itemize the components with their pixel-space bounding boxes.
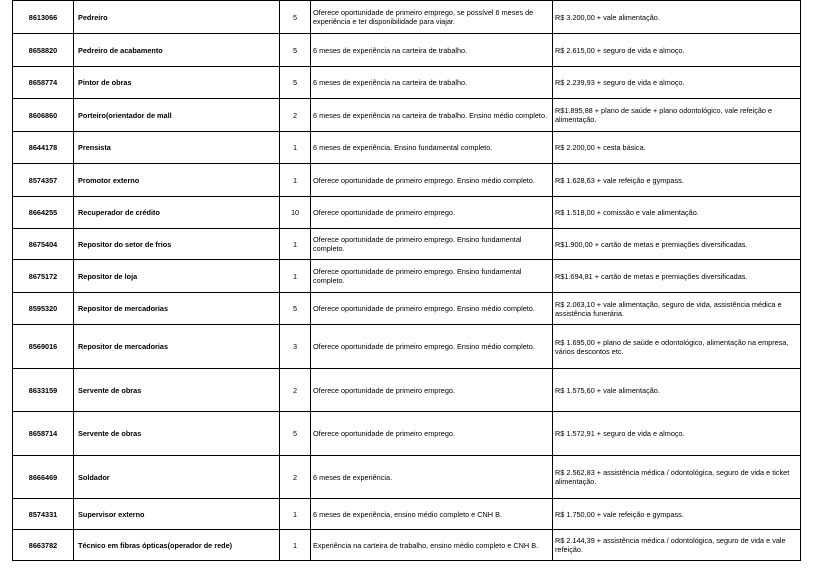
job-vacancies-table (12, 0, 801, 561)
job-requirements-cell: Oferece oportunidade de primeiro emprego. Ensino médio completo. (311, 164, 553, 197)
job-quantity-cell: 5 (280, 293, 311, 325)
job-salary-cell: R$ 1.575,60 + vale alimentação. (553, 369, 801, 412)
table-row (13, 164, 801, 197)
job-code-cell: 8658820 (13, 34, 74, 67)
job-requirements-cell: Oferece oportunidade de primeiro emprego. Ensino médio completo. (311, 325, 553, 369)
job-code-cell: 8606860 (13, 99, 74, 132)
job-code-cell: 8595320 (13, 293, 74, 325)
job-requirements-cell: Oferece oportunidade de primeiro emprego. (311, 412, 553, 456)
job-title-cell: Prensista (74, 132, 280, 164)
job-requirements-cell: Oferece oportunidade de primeiro emprego. Ensino fundamental completo. (311, 260, 553, 293)
job-title-cell: Pintor de obras (74, 67, 280, 99)
job-quantity-cell: 2 (280, 369, 311, 412)
job-quantity-cell: 1 (280, 499, 311, 530)
table-row (13, 67, 801, 99)
table-row (13, 1, 801, 34)
job-salary-cell: R$ 2.144,39 + assistência médica / odontológica, seguro de vida e vale refeição. (553, 530, 801, 561)
job-code-cell: 8569016 (13, 325, 74, 369)
job-code-cell: 8675404 (13, 229, 74, 260)
job-quantity-cell: 3 (280, 325, 311, 369)
job-code-cell: 8574331 (13, 499, 74, 530)
job-title-cell: Técnico em fibras ópticas(operador de rede) (74, 530, 280, 561)
job-salary-cell: R$ 2.239,93 + seguro de vida e almoço. (553, 67, 801, 99)
job-requirements-cell: 6 meses de experiência na carteira de trabalho. Ensino médio completo. (311, 99, 553, 132)
job-code-cell: 8613066 (13, 1, 74, 34)
job-quantity-cell: 10 (280, 197, 311, 229)
job-requirements-cell: Oferece oportunidade de primeiro emprego. (311, 369, 553, 412)
job-title-cell: Porteiro(orientador de mall (74, 99, 280, 132)
job-salary-cell: R$ 2.063,10 + vale alimentação, seguro de vida, assistência médica e assistência funerária. (553, 293, 801, 325)
job-quantity-cell: 1 (280, 132, 311, 164)
job-code-cell: 8658774 (13, 67, 74, 99)
job-quantity-cell: 2 (280, 456, 311, 499)
job-code-cell: 8644178 (13, 132, 74, 164)
job-title-cell: Promotor externo (74, 164, 280, 197)
job-code-cell: 8664255 (13, 197, 74, 229)
job-title-cell: Servente de obras (74, 369, 280, 412)
job-vacancies-body (13, 1, 801, 561)
job-code-cell: 8633159 (13, 369, 74, 412)
job-salary-cell: R$1.895,88 + plano de saúde + plano odontológico, vale refeição e alimentação. (553, 99, 801, 132)
job-code-cell: 8666469 (13, 456, 74, 499)
job-requirements-cell: 6 meses de experiência na carteira de trabalho. (311, 67, 553, 99)
job-requirements-cell: 6 meses de experiência, ensino médio completo e CNH B. (311, 499, 553, 530)
table-row (13, 197, 801, 229)
job-title-cell: Servente de obras (74, 412, 280, 456)
job-title-cell: Repositor de mercadorias (74, 293, 280, 325)
table-row (13, 229, 801, 260)
job-salary-cell: R$ 1.518,00 + comissão e vale alimentação. (553, 197, 801, 229)
job-salary-cell: R$ 1.628,63 + vale refeição e gympass. (553, 164, 801, 197)
job-requirements-cell: Oferece oportunidade de primeiro emprego, se possível 6 meses de experiência e ter disponibilidade para viajar. (311, 1, 553, 34)
job-title-cell: Supervisor externo (74, 499, 280, 530)
table-row (13, 293, 801, 325)
table-row (13, 325, 801, 369)
job-salary-cell: R$ 1.750,00 + vale refeição e gympass. (553, 499, 801, 530)
table-row (13, 530, 801, 561)
job-salary-cell: R$ 2.615,00 + seguro de vida e almoço. (553, 34, 801, 67)
job-salary-cell: R$ 3.200,00 + vale alimentação. (553, 1, 801, 34)
job-salary-cell: R$ 1.695,00 + plano de saúde e odontológico, alimentação na empresa, vários descontos etc. (553, 325, 801, 369)
job-title-cell: Repositor de loja (74, 260, 280, 293)
table-row (13, 99, 801, 132)
job-requirements-cell: 6 meses de experiência na carteira de trabalho. (311, 34, 553, 67)
job-quantity-cell: 5 (280, 1, 311, 34)
job-requirements-cell: Oferece oportunidade de primeiro emprego. (311, 197, 553, 229)
job-salary-cell: R$1.900,00 + cartão de metas e premiações diversificadas. (553, 229, 801, 260)
job-salary-cell: R$ 2.200,00 + cesta básica. (553, 132, 801, 164)
table-row (13, 132, 801, 164)
job-title-cell: Recuperador de crédito (74, 197, 280, 229)
job-quantity-cell: 2 (280, 99, 311, 132)
job-code-cell: 8675172 (13, 260, 74, 293)
job-salary-cell: R$ 1.572,91 + seguro de vida e almoço. (553, 412, 801, 456)
table-row (13, 456, 801, 499)
job-salary-cell: R$1.694,81 + cartão de metas e premiações diversificadas. (553, 260, 801, 293)
job-requirements-cell: Oferece oportunidade de primeiro emprego. Ensino médio completo. (311, 293, 553, 325)
job-title-cell: Pedreiro de acabamento (74, 34, 280, 67)
job-title-cell: Pedreiro (74, 1, 280, 34)
table-row (13, 499, 801, 530)
job-title-cell: Repositor de mercadorias (74, 325, 280, 369)
job-quantity-cell: 1 (280, 260, 311, 293)
job-requirements-cell: 6 meses de experiência. (311, 456, 553, 499)
job-requirements-cell: 6 meses de experiência. Ensino fundamental completo. (311, 132, 553, 164)
job-salary-cell: R$ 2.562,83 + assistência médica / odontológica, seguro de vida e ticket alimentação. (553, 456, 801, 499)
job-requirements-cell: Experiência na carteira de trabalho, ensino médio completo e CNH B. (311, 530, 553, 561)
table-row (13, 34, 801, 67)
job-title-cell: Soldador (74, 456, 280, 499)
job-title-cell: Repositor do setor de frios (74, 229, 280, 260)
job-quantity-cell: 1 (280, 164, 311, 197)
job-code-cell: 8658714 (13, 412, 74, 456)
job-code-cell: 8574357 (13, 164, 74, 197)
job-quantity-cell: 1 (280, 530, 311, 561)
job-requirements-cell: Oferece oportunidade de primeiro emprego. Ensino fundamental completo. (311, 229, 553, 260)
table-row (13, 369, 801, 412)
table-row (13, 260, 801, 293)
job-quantity-cell: 1 (280, 229, 311, 260)
job-code-cell: 8663782 (13, 530, 74, 561)
job-quantity-cell: 5 (280, 34, 311, 67)
job-quantity-cell: 5 (280, 67, 311, 99)
job-quantity-cell: 5 (280, 412, 311, 456)
table-row (13, 412, 801, 456)
